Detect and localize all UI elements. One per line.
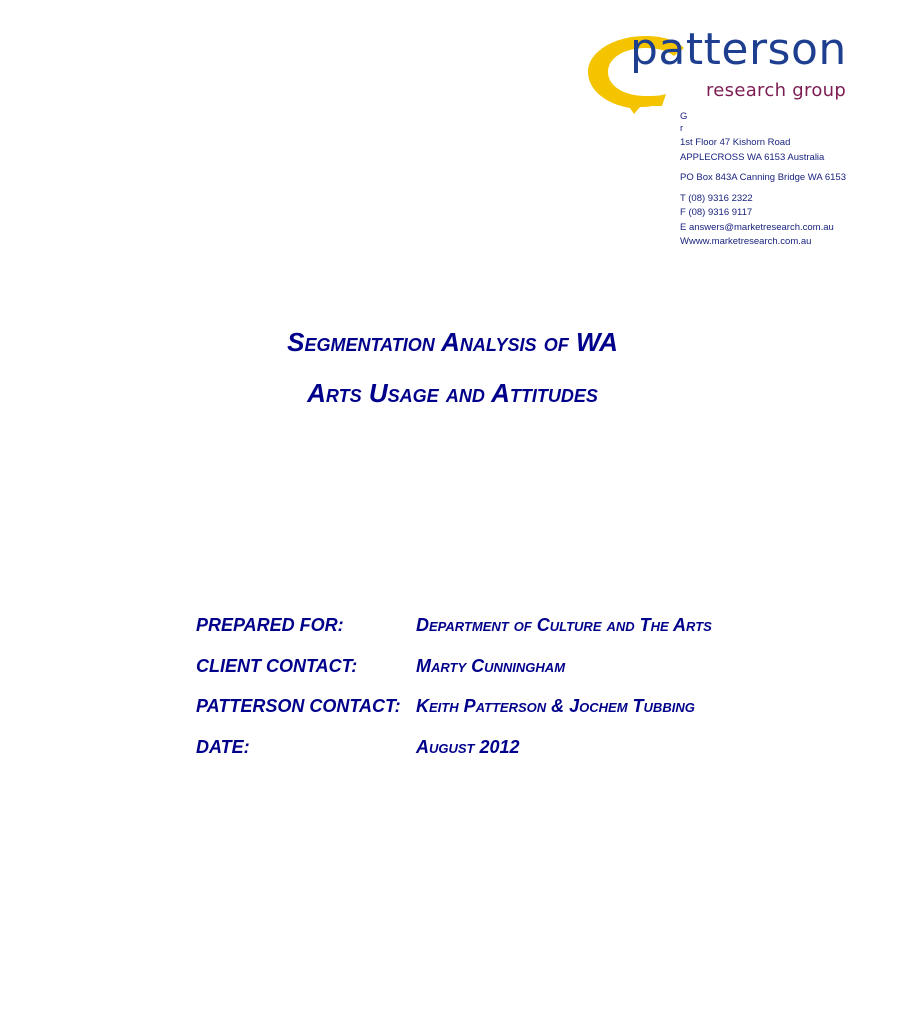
- detail-label: PATTERSON CONTACT:: [196, 696, 401, 716]
- logo-subtitle: research group: [706, 80, 847, 101]
- detail-value: Department of Culture and The Arts: [416, 615, 712, 635]
- detail-label: CLIENT CONTACT:: [196, 655, 358, 676]
- detail-label: DATE:: [196, 736, 250, 757]
- detail-value: August 2012: [416, 736, 520, 757]
- address-email: E answers@marketresearch.com.au: [680, 221, 834, 233]
- address-street: 1st Floor 47 Kishorn Road: [680, 137, 791, 148]
- report-details: [196, 615, 816, 777]
- detail-value: Marty Cunningham: [416, 655, 566, 676]
- address-website: Wwww.marketresearch.com.au: [680, 236, 812, 247]
- company-logo: [586, 24, 870, 114]
- detail-label: PREPARED FOR:: [196, 615, 344, 635]
- company-address: [680, 110, 846, 250]
- detail-value: Keith Patterson & Jochem Tubbing: [416, 696, 695, 716]
- address-city: APPLECROSS WA 6153 Australia: [680, 151, 825, 163]
- document-title: Segmentation Analysis of WA: [287, 327, 618, 357]
- address-line: r: [680, 122, 684, 134]
- logo-wordmark: patterson: [630, 24, 847, 75]
- address-po-box: PO Box 843A Canning Bridge WA 6153: [680, 172, 847, 183]
- detail-row-prepared-for: [196, 615, 816, 656]
- document-subtitle: Arts Usage and Attitudes: [307, 378, 598, 408]
- address-fax: F (08) 9316 9117: [680, 207, 753, 218]
- detail-row-patterson-contact: [196, 696, 816, 737]
- detail-row-client-contact: [196, 656, 816, 697]
- detail-row-date: [196, 737, 816, 778]
- address-phone: T (08) 9316 2322: [680, 192, 753, 204]
- address-line: G: [680, 111, 688, 122]
